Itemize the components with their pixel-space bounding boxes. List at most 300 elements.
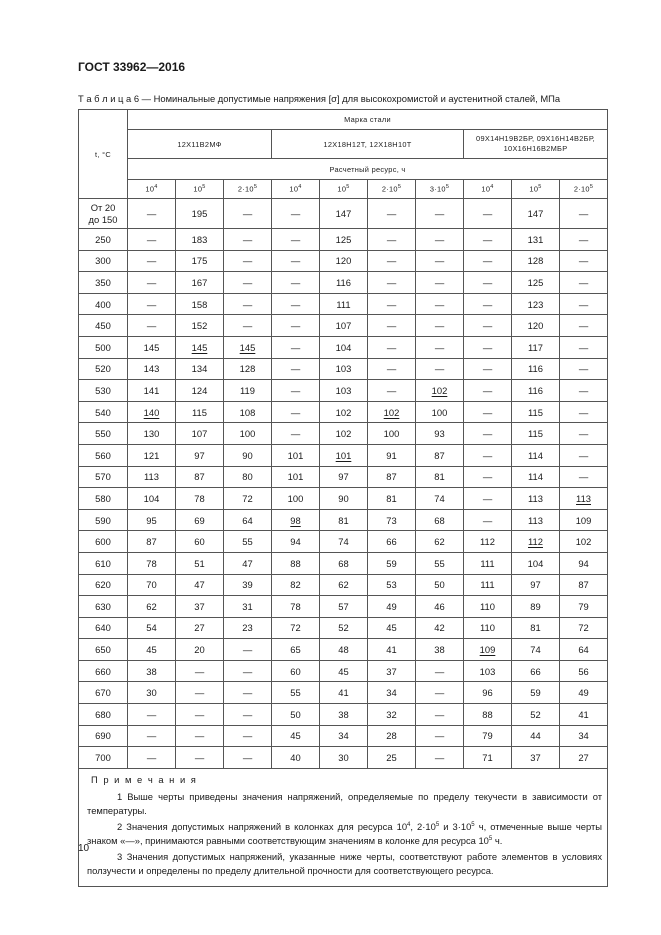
resource-cell: $10^4$ xyxy=(464,180,512,199)
stress-value-cell: 87 xyxy=(560,574,608,596)
stress-value-cell: 147 xyxy=(512,199,560,229)
stress-value-cell: 55 xyxy=(224,531,272,553)
stress-value-cell: 50 xyxy=(416,574,464,596)
resource-cell: $10^5$ xyxy=(512,180,560,199)
stress-value-cell: 81 xyxy=(512,617,560,639)
table-row xyxy=(79,531,608,553)
stress-value-cell: 49 xyxy=(560,682,608,704)
stress-value-cell: 103 xyxy=(320,358,368,380)
stress-value-cell: — xyxy=(224,272,272,294)
stress-value-cell: — xyxy=(464,380,512,402)
temperature-cell: 250 xyxy=(79,229,128,251)
stress-value-cell: 167 xyxy=(176,272,224,294)
temperature-cell: 660 xyxy=(79,660,128,682)
stress-value-cell: — xyxy=(560,358,608,380)
stress-value-cell: — xyxy=(368,336,416,358)
stress-value-cell: 60 xyxy=(176,531,224,553)
stress-value-cell: 98 xyxy=(272,509,320,531)
stress-value-cell: 45 xyxy=(272,725,320,747)
stress-value-cell: 113 xyxy=(512,509,560,531)
document-header: ГОСТ 33962—2016 xyxy=(78,60,186,74)
resource-cell: $10^4$ xyxy=(272,180,320,199)
stress-value-cell: — xyxy=(416,272,464,294)
note-item: 2 Значения допустимых напряжений в колонках для ресурса $10^4$, $2\cdot 10^5$ и $3\cdot 10^5$ ч, отмеченные выше черты знаком «—», принимаются равными соответствующим значениям в колонке для ресурса $10^5$ ч. xyxy=(87,820,603,846)
stress-value-cell: — xyxy=(464,488,512,510)
stress-value-cell: 145 xyxy=(128,336,176,358)
stress-value-cell: 90 xyxy=(320,488,368,510)
table-body xyxy=(79,199,608,769)
stress-value-cell: — xyxy=(560,423,608,445)
stress-value-cell: — xyxy=(176,660,224,682)
stress-value-cell: 102 xyxy=(560,531,608,553)
stress-value-cell: 42 xyxy=(416,617,464,639)
table-caption: Т а б л и ц а 6 — Номинальные допустимые напряжения [σ] для высокохромистой и аустенитной сталей, МПа xyxy=(78,93,561,104)
table-row xyxy=(79,596,608,618)
stress-value-cell: — xyxy=(416,336,464,358)
stress-value-cell: — xyxy=(464,250,512,272)
stress-value-cell: — xyxy=(464,229,512,251)
stress-value-cell: 97 xyxy=(512,574,560,596)
stress-value-cell: 65 xyxy=(272,639,320,661)
stress-value-cell: 64 xyxy=(224,509,272,531)
stress-value-cell: 93 xyxy=(416,423,464,445)
stress-value-cell: — xyxy=(560,293,608,315)
stress-value-cell: — xyxy=(128,199,176,229)
stress-value-cell: — xyxy=(416,315,464,337)
stress-value-cell: 20 xyxy=(176,639,224,661)
stress-value-cell: 87 xyxy=(368,466,416,488)
resource-header: Расчетный ресурс, ч xyxy=(128,159,608,180)
stress-value-cell: 55 xyxy=(416,552,464,574)
stress-value-cell: 87 xyxy=(416,444,464,466)
stress-value-cell: 71 xyxy=(464,747,512,769)
temperature-cell: 610 xyxy=(79,552,128,574)
stress-value-cell: 87 xyxy=(128,531,176,553)
stress-value-cell: 104 xyxy=(512,552,560,574)
page-number: 10 xyxy=(78,843,90,854)
table-row xyxy=(79,444,608,466)
table-row xyxy=(79,725,608,747)
notes-cell xyxy=(79,768,608,886)
stress-value-cell: 183 xyxy=(176,229,224,251)
stress-value-cell: — xyxy=(272,401,320,423)
resource-cell: $10^5$ xyxy=(176,180,224,199)
temperature-cell: 620 xyxy=(79,574,128,596)
temperature-cell: 530 xyxy=(79,380,128,402)
stress-value-cell: 145 xyxy=(224,336,272,358)
stress-value-cell: 101 xyxy=(320,444,368,466)
stress-value-cell: — xyxy=(128,704,176,726)
stress-value-cell: 134 xyxy=(176,358,224,380)
table-row xyxy=(79,336,608,358)
stress-value-cell: — xyxy=(176,725,224,747)
stress-value-cell: 46 xyxy=(416,596,464,618)
stress-value-cell: 121 xyxy=(128,444,176,466)
stress-value-cell: 115 xyxy=(512,401,560,423)
stress-value-cell: 152 xyxy=(176,315,224,337)
resource-cell: $3\cdot 10^5$ xyxy=(416,180,464,199)
stress-value-cell: — xyxy=(416,199,464,229)
table-row xyxy=(79,358,608,380)
stress-value-cell: 51 xyxy=(176,552,224,574)
table-row xyxy=(79,401,608,423)
stress-value-cell: 60 xyxy=(272,660,320,682)
stress-value-cell: 143 xyxy=(128,358,176,380)
table-row xyxy=(79,509,608,531)
stress-value-cell: — xyxy=(224,639,272,661)
stress-value-cell: — xyxy=(416,250,464,272)
grade-12x18n12t: 12Х18Н12Т, 12Х18Н10Т xyxy=(272,130,464,159)
stress-value-cell: 103 xyxy=(464,660,512,682)
stress-value-cell: 78 xyxy=(176,488,224,510)
stress-value-cell: 119 xyxy=(224,380,272,402)
stress-value-cell: 128 xyxy=(224,358,272,380)
stress-value-cell: — xyxy=(560,336,608,358)
stress-value-cell: 102 xyxy=(368,401,416,423)
stress-value-cell: 110 xyxy=(464,596,512,618)
stress-value-cell: 128 xyxy=(512,250,560,272)
temperature-header: t, °С xyxy=(79,110,128,199)
stress-value-cell: 87 xyxy=(176,466,224,488)
stress-value-cell: — xyxy=(464,293,512,315)
stress-value-cell: — xyxy=(464,466,512,488)
stress-value-cell: 74 xyxy=(512,639,560,661)
stress-value-cell: 81 xyxy=(416,466,464,488)
table-row xyxy=(79,682,608,704)
stress-value-cell: — xyxy=(416,725,464,747)
stress-value-cell: 55 xyxy=(272,682,320,704)
stress-value-cell: 41 xyxy=(560,704,608,726)
stress-value-cell: 107 xyxy=(176,423,224,445)
stress-value-cell: 113 xyxy=(128,466,176,488)
stress-value-cell: 72 xyxy=(272,617,320,639)
stress-value-cell: 48 xyxy=(320,639,368,661)
stress-value-cell: 147 xyxy=(320,199,368,229)
stress-value-cell: 101 xyxy=(272,466,320,488)
stress-value-cell: 37 xyxy=(512,747,560,769)
stress-value-cell: 140 xyxy=(128,401,176,423)
stress-value-cell: 100 xyxy=(368,423,416,445)
table-row xyxy=(79,293,608,315)
stress-value-cell: 39 xyxy=(224,574,272,596)
temperature-cell: 670 xyxy=(79,682,128,704)
temperature-cell: 540 xyxy=(79,401,128,423)
temperature-cell: 700 xyxy=(79,747,128,769)
resource-cell: $10^5$ xyxy=(320,180,368,199)
stress-value-cell: — xyxy=(224,250,272,272)
stress-value-cell: 68 xyxy=(320,552,368,574)
stress-value-cell: — xyxy=(224,660,272,682)
stress-value-cell: 57 xyxy=(320,596,368,618)
notes-list xyxy=(87,790,602,878)
stress-value-cell: — xyxy=(368,199,416,229)
stress-value-cell: — xyxy=(464,444,512,466)
stress-value-cell: 66 xyxy=(368,531,416,553)
resource-cell: $10^4$ xyxy=(128,180,176,199)
stress-value-cell: — xyxy=(176,704,224,726)
stress-value-cell: 32 xyxy=(368,704,416,726)
stress-value-cell: — xyxy=(272,315,320,337)
stress-value-cell: 25 xyxy=(368,747,416,769)
stress-value-cell: — xyxy=(560,250,608,272)
stress-value-cell: 89 xyxy=(512,596,560,618)
stress-value-cell: 45 xyxy=(128,639,176,661)
table-row xyxy=(79,488,608,510)
stress-value-cell: 38 xyxy=(320,704,368,726)
stress-value-cell: 62 xyxy=(416,531,464,553)
stress-value-cell: — xyxy=(272,423,320,445)
stress-value-cell: 44 xyxy=(512,725,560,747)
stress-value-cell: 123 xyxy=(512,293,560,315)
stress-value-cell: 38 xyxy=(128,660,176,682)
stress-value-cell: — xyxy=(368,272,416,294)
stress-value-cell: — xyxy=(224,199,272,229)
stress-value-cell: 124 xyxy=(176,380,224,402)
temperature-cell: 450 xyxy=(79,315,128,337)
temperature-cell: 600 xyxy=(79,531,128,553)
stress-value-cell: 30 xyxy=(320,747,368,769)
stress-value-cell: — xyxy=(272,272,320,294)
table-row xyxy=(79,199,608,229)
stress-value-cell: — xyxy=(128,229,176,251)
stress-value-cell: 80 xyxy=(224,466,272,488)
temperature-cell: 680 xyxy=(79,704,128,726)
stress-value-cell: 62 xyxy=(128,596,176,618)
table-row xyxy=(79,423,608,445)
stress-value-cell: 108 xyxy=(224,401,272,423)
stress-value-cell: 90 xyxy=(224,444,272,466)
stress-value-cell: 120 xyxy=(320,250,368,272)
stress-value-cell: 115 xyxy=(176,401,224,423)
stress-value-cell: 100 xyxy=(416,401,464,423)
temperature-cell: 500 xyxy=(79,336,128,358)
stress-value-cell: 53 xyxy=(368,574,416,596)
allowable-stress-table xyxy=(78,109,608,887)
stress-value-cell: 49 xyxy=(368,596,416,618)
stress-value-cell: 96 xyxy=(464,682,512,704)
resource-cell: $2\cdot 10^5$ xyxy=(368,180,416,199)
stress-value-cell: 104 xyxy=(320,336,368,358)
stress-value-cell: — xyxy=(464,509,512,531)
stress-value-cell: 103 xyxy=(320,380,368,402)
stress-value-cell: — xyxy=(128,250,176,272)
stress-value-cell: 40 xyxy=(272,747,320,769)
stress-value-cell: 69 xyxy=(176,509,224,531)
stress-value-cell: — xyxy=(464,336,512,358)
table-row xyxy=(79,574,608,596)
stress-value-cell: 100 xyxy=(224,423,272,445)
stress-value-cell: — xyxy=(272,250,320,272)
stress-value-cell: — xyxy=(464,199,512,229)
stress-value-cell: 82 xyxy=(272,574,320,596)
resource-cell: $2\cdot 10^5$ xyxy=(224,180,272,199)
stress-value-cell: 130 xyxy=(128,423,176,445)
stress-value-cell: 79 xyxy=(560,596,608,618)
stress-value-cell: 34 xyxy=(320,725,368,747)
temperature-cell: 690 xyxy=(79,725,128,747)
stress-value-cell: 70 xyxy=(128,574,176,596)
stress-value-cell: 97 xyxy=(176,444,224,466)
stress-value-cell: — xyxy=(272,199,320,229)
stress-value-cell: — xyxy=(416,682,464,704)
stress-value-cell: — xyxy=(224,725,272,747)
stress-value-cell: 145 xyxy=(176,336,224,358)
stress-value-cell: 41 xyxy=(320,682,368,704)
table-row xyxy=(79,552,608,574)
stress-value-cell: — xyxy=(560,466,608,488)
stress-value-cell: 81 xyxy=(320,509,368,531)
temperature-cell: От 20 до 150 xyxy=(79,199,128,229)
stress-value-cell: — xyxy=(176,747,224,769)
temperature-cell: 560 xyxy=(79,444,128,466)
stress-value-cell: — xyxy=(464,401,512,423)
temperature-cell: 400 xyxy=(79,293,128,315)
stress-value-cell: — xyxy=(224,229,272,251)
stress-value-cell: 102 xyxy=(320,401,368,423)
stress-value-cell: 110 xyxy=(464,617,512,639)
notes-title: П р и м е ч а н и я xyxy=(91,773,198,785)
stress-value-cell: 111 xyxy=(464,552,512,574)
stress-value-cell: — xyxy=(272,380,320,402)
temperature-cell: 650 xyxy=(79,639,128,661)
temperature-cell: 570 xyxy=(79,466,128,488)
stress-value-cell: 47 xyxy=(176,574,224,596)
stress-value-cell: 78 xyxy=(272,596,320,618)
stress-value-cell: 31 xyxy=(224,596,272,618)
stress-value-cell: — xyxy=(416,704,464,726)
stress-value-cell: 37 xyxy=(368,660,416,682)
stress-value-cell: — xyxy=(368,250,416,272)
stress-value-cell: 195 xyxy=(176,199,224,229)
temperature-cell: 550 xyxy=(79,423,128,445)
stress-value-cell: 41 xyxy=(368,639,416,661)
stress-value-cell: 28 xyxy=(368,725,416,747)
stress-value-cell: 116 xyxy=(512,380,560,402)
stress-value-cell: 120 xyxy=(512,315,560,337)
stress-value-cell: — xyxy=(368,358,416,380)
stress-value-cell: — xyxy=(560,380,608,402)
stress-value-cell: — xyxy=(368,293,416,315)
stress-value-cell: 117 xyxy=(512,336,560,358)
stress-value-cell: 79 xyxy=(464,725,512,747)
stress-value-cell: 30 xyxy=(128,682,176,704)
stress-value-cell: — xyxy=(560,444,608,466)
stress-value-cell: — xyxy=(128,725,176,747)
stress-value-cell: — xyxy=(272,293,320,315)
stress-value-cell: 27 xyxy=(176,617,224,639)
stress-value-cell: — xyxy=(128,293,176,315)
stress-value-cell: — xyxy=(128,315,176,337)
stress-value-cell: 73 xyxy=(368,509,416,531)
stress-value-cell: 64 xyxy=(560,639,608,661)
stress-value-cell: 52 xyxy=(512,704,560,726)
stress-value-cell: — xyxy=(128,272,176,294)
table-row xyxy=(79,229,608,251)
stress-value-cell: — xyxy=(560,229,608,251)
stress-value-cell: 59 xyxy=(368,552,416,574)
steel-grade-header: Марка стали xyxy=(128,110,608,130)
stress-value-cell: 102 xyxy=(320,423,368,445)
stress-value-cell: 116 xyxy=(320,272,368,294)
stress-value-cell: 47 xyxy=(224,552,272,574)
stress-value-cell: — xyxy=(560,315,608,337)
stress-value-cell: 56 xyxy=(560,660,608,682)
stress-value-cell: 59 xyxy=(512,682,560,704)
stress-value-cell: — xyxy=(368,315,416,337)
note-item: 3 Значения допустимых напряжений, указанные ниже черты, соответствуют работе элементов в условиях ползучести и определены по пределу длительной прочности для соответствующего ресурса. xyxy=(87,850,603,876)
stress-value-cell: — xyxy=(464,358,512,380)
stress-value-cell: 131 xyxy=(512,229,560,251)
stress-value-cell: 88 xyxy=(272,552,320,574)
stress-value-cell: 52 xyxy=(320,617,368,639)
stress-value-cell: 72 xyxy=(224,488,272,510)
stress-value-cell: 88 xyxy=(464,704,512,726)
stress-value-cell: 50 xyxy=(272,704,320,726)
table-row xyxy=(79,747,608,769)
stress-value-cell: 111 xyxy=(320,293,368,315)
stress-value-cell: — xyxy=(416,747,464,769)
temperature-cell: 300 xyxy=(79,250,128,272)
stress-value-cell: 72 xyxy=(560,617,608,639)
stress-value-cell: — xyxy=(560,401,608,423)
temperature-cell: 590 xyxy=(79,509,128,531)
table-row xyxy=(79,250,608,272)
stress-value-cell: 74 xyxy=(416,488,464,510)
stress-value-cell: 107 xyxy=(320,315,368,337)
stress-value-cell: 104 xyxy=(128,488,176,510)
stress-value-cell: 94 xyxy=(272,531,320,553)
resource-cell: $2\cdot 10^5$ xyxy=(560,180,608,199)
table-row xyxy=(79,617,608,639)
stress-value-cell: 125 xyxy=(512,272,560,294)
stress-value-cell: 112 xyxy=(512,531,560,553)
stress-value-cell: 68 xyxy=(416,509,464,531)
stress-value-cell: 115 xyxy=(512,423,560,445)
stress-value-cell: — xyxy=(368,229,416,251)
stress-value-cell: 111 xyxy=(464,574,512,596)
stress-value-cell: 81 xyxy=(368,488,416,510)
stress-value-cell: 66 xyxy=(512,660,560,682)
resource-row xyxy=(79,180,608,199)
stress-value-cell: — xyxy=(560,272,608,294)
grade-09x14n19v2br: 09Х14Н19В2БР, 09Х16Н14В2БР, 10Х16Н16В2МБР xyxy=(464,130,608,159)
stress-value-cell: 45 xyxy=(320,660,368,682)
stress-value-cell: — xyxy=(464,315,512,337)
stress-value-cell: 74 xyxy=(320,531,368,553)
stress-value-cell: 34 xyxy=(560,725,608,747)
grade-12x11v2mf: 12Х11В2МФ xyxy=(128,130,272,159)
stress-value-cell: 114 xyxy=(512,444,560,466)
temperature-cell: 520 xyxy=(79,358,128,380)
stress-value-cell: — xyxy=(416,293,464,315)
stress-value-cell: 175 xyxy=(176,250,224,272)
stress-value-cell: 109 xyxy=(464,639,512,661)
stress-value-cell: 101 xyxy=(272,444,320,466)
table-row xyxy=(79,466,608,488)
stress-value-cell: — xyxy=(224,682,272,704)
stress-value-cell: — xyxy=(224,704,272,726)
stress-value-cell: 91 xyxy=(368,444,416,466)
stress-value-cell: 125 xyxy=(320,229,368,251)
stress-value-cell: — xyxy=(560,199,608,229)
stress-value-cell: — xyxy=(128,747,176,769)
stress-value-cell: — xyxy=(272,358,320,380)
table-row xyxy=(79,704,608,726)
stress-value-cell: — xyxy=(416,358,464,380)
stress-value-cell: 114 xyxy=(512,466,560,488)
stress-table-container xyxy=(78,109,607,887)
temperature-cell: 580 xyxy=(79,488,128,510)
